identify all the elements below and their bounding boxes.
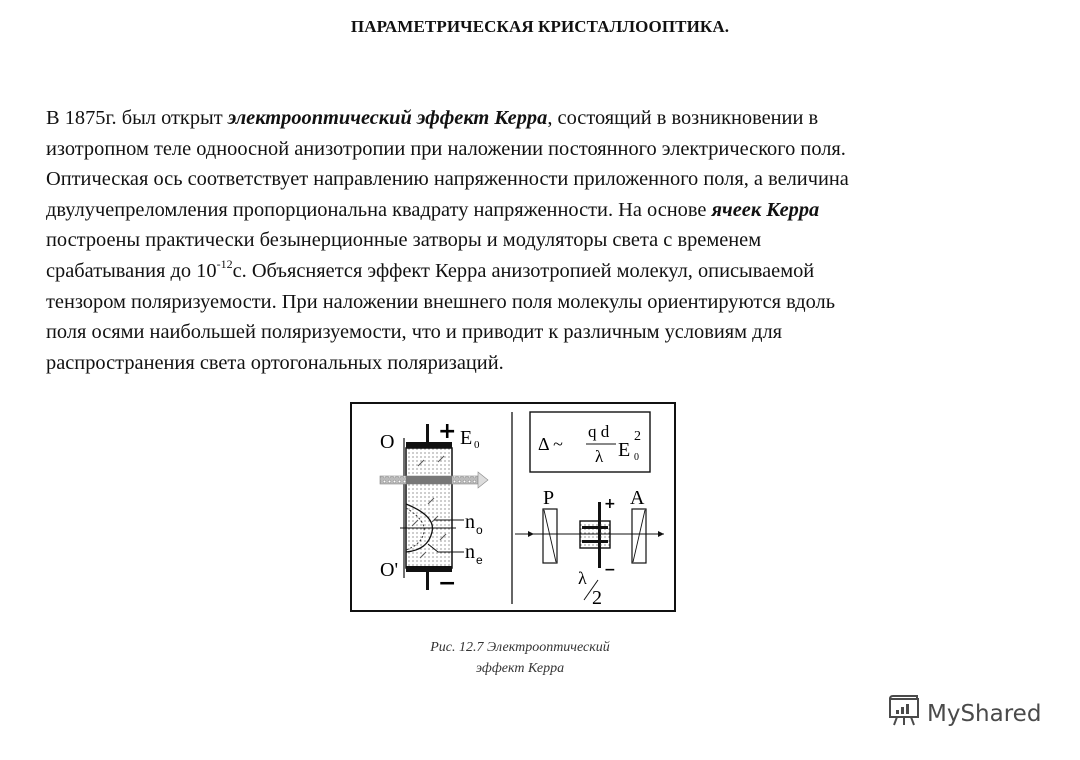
paragraph-line: [46, 256, 1046, 287]
page-title: ПАРАМЕТРИЧЕСКАЯ КРИСТАЛЛООПТИКА.: [350, 17, 730, 36]
svg-text:+: +: [604, 496, 616, 512]
text-run: тензором поляризуемости. При наложении внешнего поля молекулы ориентируются вдоль: [46, 290, 836, 313]
text-run: изотропном теле одноосной анизотропии при наложении постоянного электрического поля.: [46, 137, 846, 160]
svg-text:2: 2: [634, 429, 641, 444]
watermark-text: MyShared: [927, 701, 1042, 727]
emphasis-term: электрооптический эффект Керра: [227, 107, 548, 129]
paragraph-line: [46, 225, 1046, 256]
paragraph-line: [46, 103, 1046, 134]
svg-text:n: n: [465, 511, 475, 533]
svg-text:A: A: [630, 487, 645, 509]
text-run: двулучепреломления пропорциональна квадрату напряженности. На основе: [46, 198, 712, 221]
svg-text:o: o: [476, 523, 483, 537]
svg-text:0: 0: [634, 452, 639, 463]
text-run: , состоящий в возникновении в: [547, 107, 819, 129]
svg-text:+: +: [438, 419, 457, 444]
paragraph-line: [46, 195, 1046, 226]
myshared-watermark[interactable]: [887, 697, 1041, 731]
modulator-diagram: [515, 412, 664, 609]
svg-text:P: P: [543, 487, 555, 509]
svg-text:E: E: [460, 427, 473, 449]
text-run: построены практически безынерционные затворы и модуляторы света с временем: [46, 229, 762, 252]
text-run: распространения света ортогональных поляризаций.: [46, 351, 504, 374]
svg-text:n: n: [465, 541, 475, 563]
svg-text:2: 2: [592, 587, 602, 609]
svg-text:0: 0: [474, 439, 480, 451]
caption-line-2: эффект Керра: [475, 661, 565, 676]
text-run: Оптическая ось соответствует направлению напряженности приложенного поля, а величина: [46, 168, 849, 191]
paragraph-line: [46, 317, 1046, 348]
paragraph-line: [46, 348, 1046, 379]
paragraph-line: [46, 164, 1046, 195]
svg-text:q d: q d: [588, 422, 610, 441]
svg-text:λ: λ: [595, 447, 604, 466]
kerr-effect-figure: [350, 402, 676, 612]
kerr-diagram: [352, 404, 674, 610]
main-paragraph: [46, 103, 1046, 378]
paragraph-line: [46, 287, 1046, 318]
paragraph-line: [46, 134, 1046, 165]
emphasis-term: ячеек Керра: [711, 198, 820, 221]
superscript: -12: [216, 256, 233, 271]
text-run: с. Объясняется эффект Керра анизотропией молекул, описываемой: [232, 259, 815, 282]
text-run: В 1875г. был открыт: [46, 107, 228, 129]
svg-text:e: e: [476, 553, 483, 567]
svg-text:O: O: [380, 431, 395, 453]
svg-text:O': O': [380, 559, 399, 581]
svg-text:E: E: [618, 439, 631, 461]
presentation-board-icon: [887, 695, 921, 733]
kerr-cell-diagram: [380, 419, 488, 596]
caption-line-1: Рис. 12.7 Электрооптический: [430, 640, 610, 655]
figure-caption: [360, 637, 680, 679]
text-run: поля осями наибольшей поляризуемости, что и приводит к различным условиям для: [46, 321, 783, 344]
svg-text:Δ ~: Δ ~: [538, 434, 563, 454]
svg-text:−: −: [604, 562, 616, 578]
svg-text:−: −: [438, 571, 457, 596]
svg-text:λ: λ: [578, 568, 587, 588]
text-run: срабатывания до 10: [46, 259, 217, 282]
